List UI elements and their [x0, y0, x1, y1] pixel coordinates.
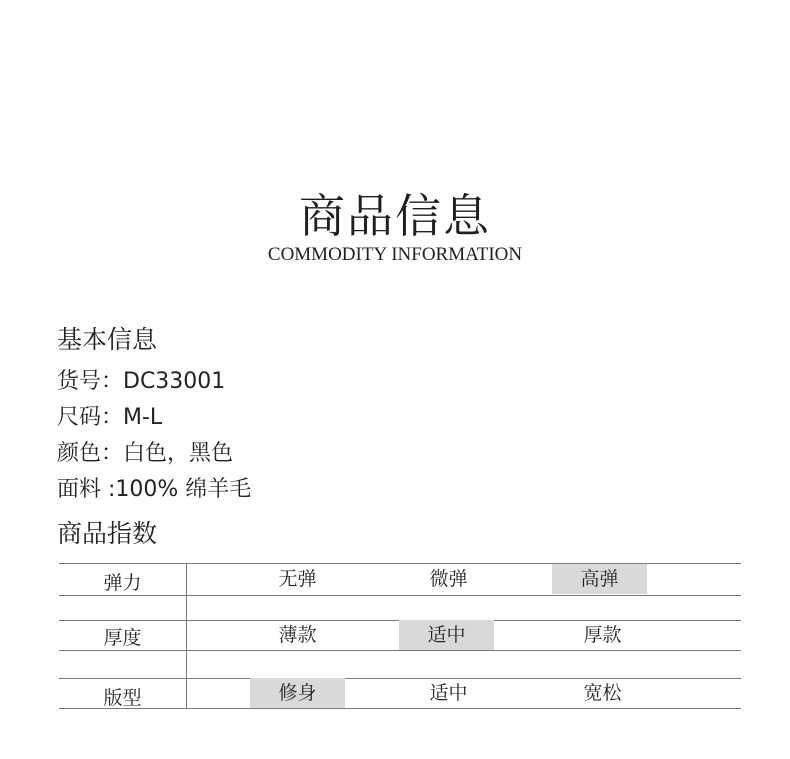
- option-thickness-medium-selected: 适中: [399, 620, 494, 650]
- table-column-divider: [186, 563, 187, 709]
- row-label-elasticity: 弹力: [103, 572, 142, 594]
- option-fit-regular: 适中: [429, 682, 468, 704]
- row-label-fit: 版型: [103, 687, 142, 709]
- option-thickness-thick: 厚款: [583, 624, 622, 646]
- option-fit-slim-selected: 修身: [250, 678, 345, 708]
- info-fabric: 面料 :100% 绵羊毛: [57, 477, 252, 502]
- page-title-zh: 商品信息: [299, 189, 491, 243]
- product-index-heading: 商品指数: [57, 519, 158, 548]
- product-index-table: [59, 563, 741, 709]
- option-elasticity-slight: 微弹: [429, 568, 468, 590]
- option-elasticity-high-selected: 高弹: [552, 564, 647, 594]
- table-divider: [59, 650, 741, 651]
- info-color: 颜色：白色，黑色: [57, 441, 234, 466]
- info-size: 尺码：M-L: [57, 405, 163, 430]
- page-title-en: COMMODITY INFORMATION: [267, 244, 523, 265]
- option-thickness-thin: 薄款: [278, 624, 317, 646]
- basic-info-heading: 基本信息: [57, 325, 158, 354]
- row-label-thickness: 厚度: [103, 627, 142, 649]
- table-divider: [59, 595, 741, 596]
- option-elasticity-none: 无弹: [278, 568, 317, 590]
- option-fit-loose: 宽松: [583, 682, 622, 704]
- info-item-number: 货号：DC33001: [57, 369, 226, 394]
